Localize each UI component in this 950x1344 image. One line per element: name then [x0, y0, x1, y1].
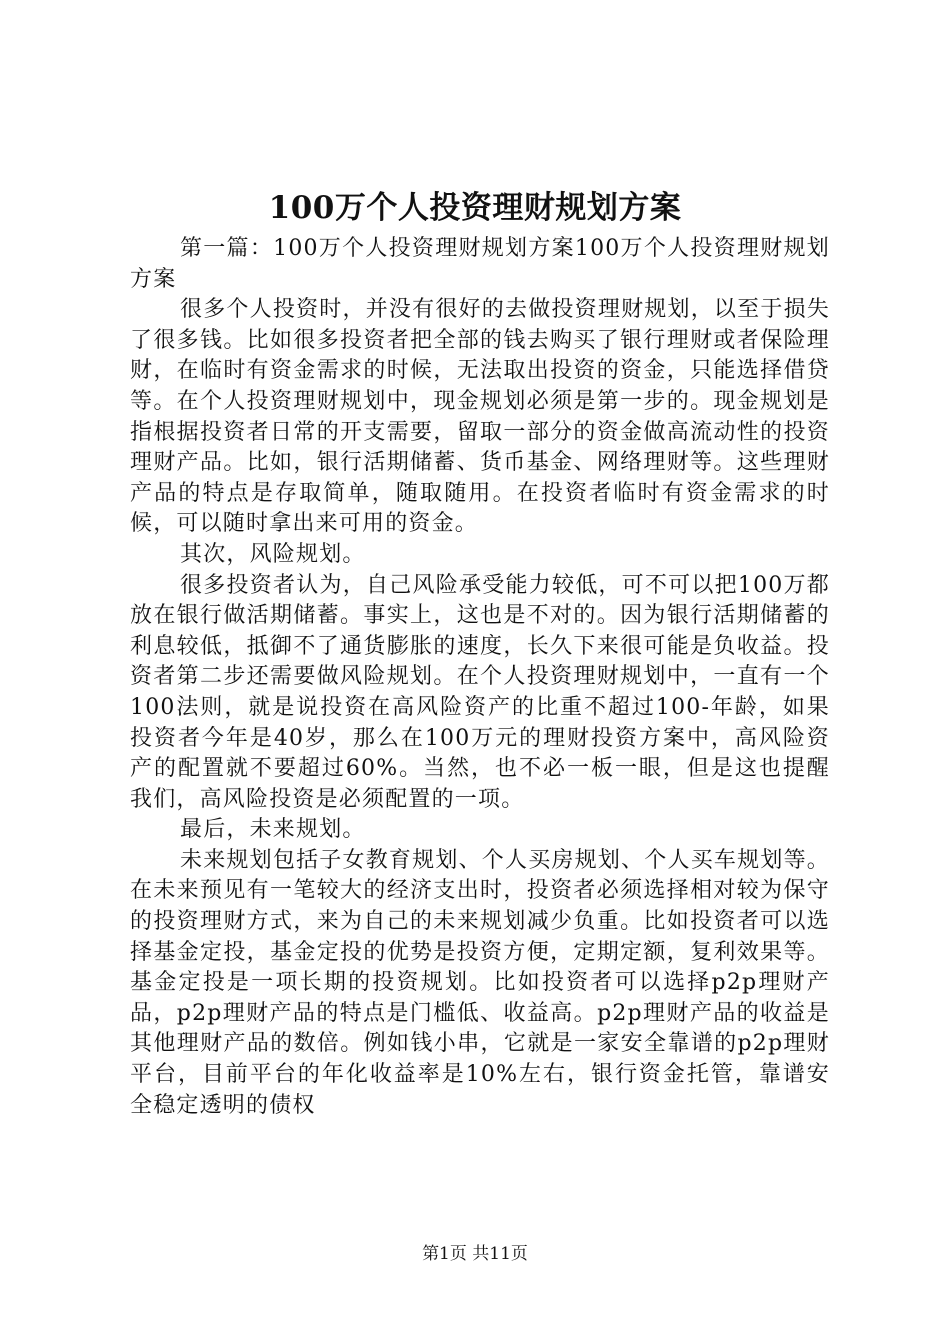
- paragraph-intro: 第一篇：100万个人投资理财规划方案100万个人投资理财规划方案: [130, 236, 830, 292]
- paragraph-future-planning: 未来规划包括子女教育规划、个人买房规划、个人买车规划等。在未来预见有一笔较大的经济支出时，投资者必须选择相对较为保守的投资理财方式，来为自己的未来规划减少负重。比如投资者可以选择基金定投，基金定投的优势是投资方便，定期定额，复利效果等。基金定投是一项长期的投资规划。比如投资者可以选择p2p理财产品，p2p理财产品的特点是门槛低、收益高。p2p理财产品的收益是其他理财产品的数倍。例如钱小串，它就是一家安全靠谱的p2p理财平台，目前平台的年化收益率是10%左右，银行资金托管，靠谱安全稳定透明的债权: [130, 847, 830, 1118]
- document-title: 100万个人投资理财规划方案: [268, 190, 682, 226]
- paragraph-risk-planning: 很多投资者认为，自己风险承受能力较低，可不可以把100万都放在银行做活期储蓄。事实上，这也是不对的。因为银行活期储蓄的利息较低，抵御不了通货膨胀的速度，长久下来很可能是负收益。投资者第二步还需要做风险规划。在个人投资理财规划中，一直有一个100法则，就是说投资在高风险资产的比重不超过100-年龄，如果投资者今年是40岁，那么在100万元的理财投资方案中，高风险资产的配置就不要超过60%。当然，也不必一板一眼，但是这也提醒我们，高风险投资是必须配置的一项。: [130, 572, 830, 812]
- page-footer: 第1页 共11页: [422, 1244, 528, 1264]
- heading-risk-planning: 其次，风险规划。: [180, 541, 366, 567]
- document-body: [130, 234, 830, 1121]
- paragraph-cash-planning: 很多个人投资时，并没有很好的去做投资理财规划，以至于损失了很多钱。比如很多投资者把全部的钱去购买了银行理财或者保险理财，在临时有资金需求的时候，无法取出投资的资金，只能选择借贷等。在个人投资理财规划中，现金规划必须是第一步的。现金规划是指根据投资者日常的开支需要，留取一部分的资金做高流动性的投资理财产品。比如，银行活期储蓄、货币基金、网络理财等。这些理财产品的特点是存取简单，随取随用。在投资者临时有资金需求的时候，可以随时拿出来可用的资金。: [130, 297, 830, 537]
- heading-future-planning: 最后，未来规划。: [180, 817, 366, 843]
